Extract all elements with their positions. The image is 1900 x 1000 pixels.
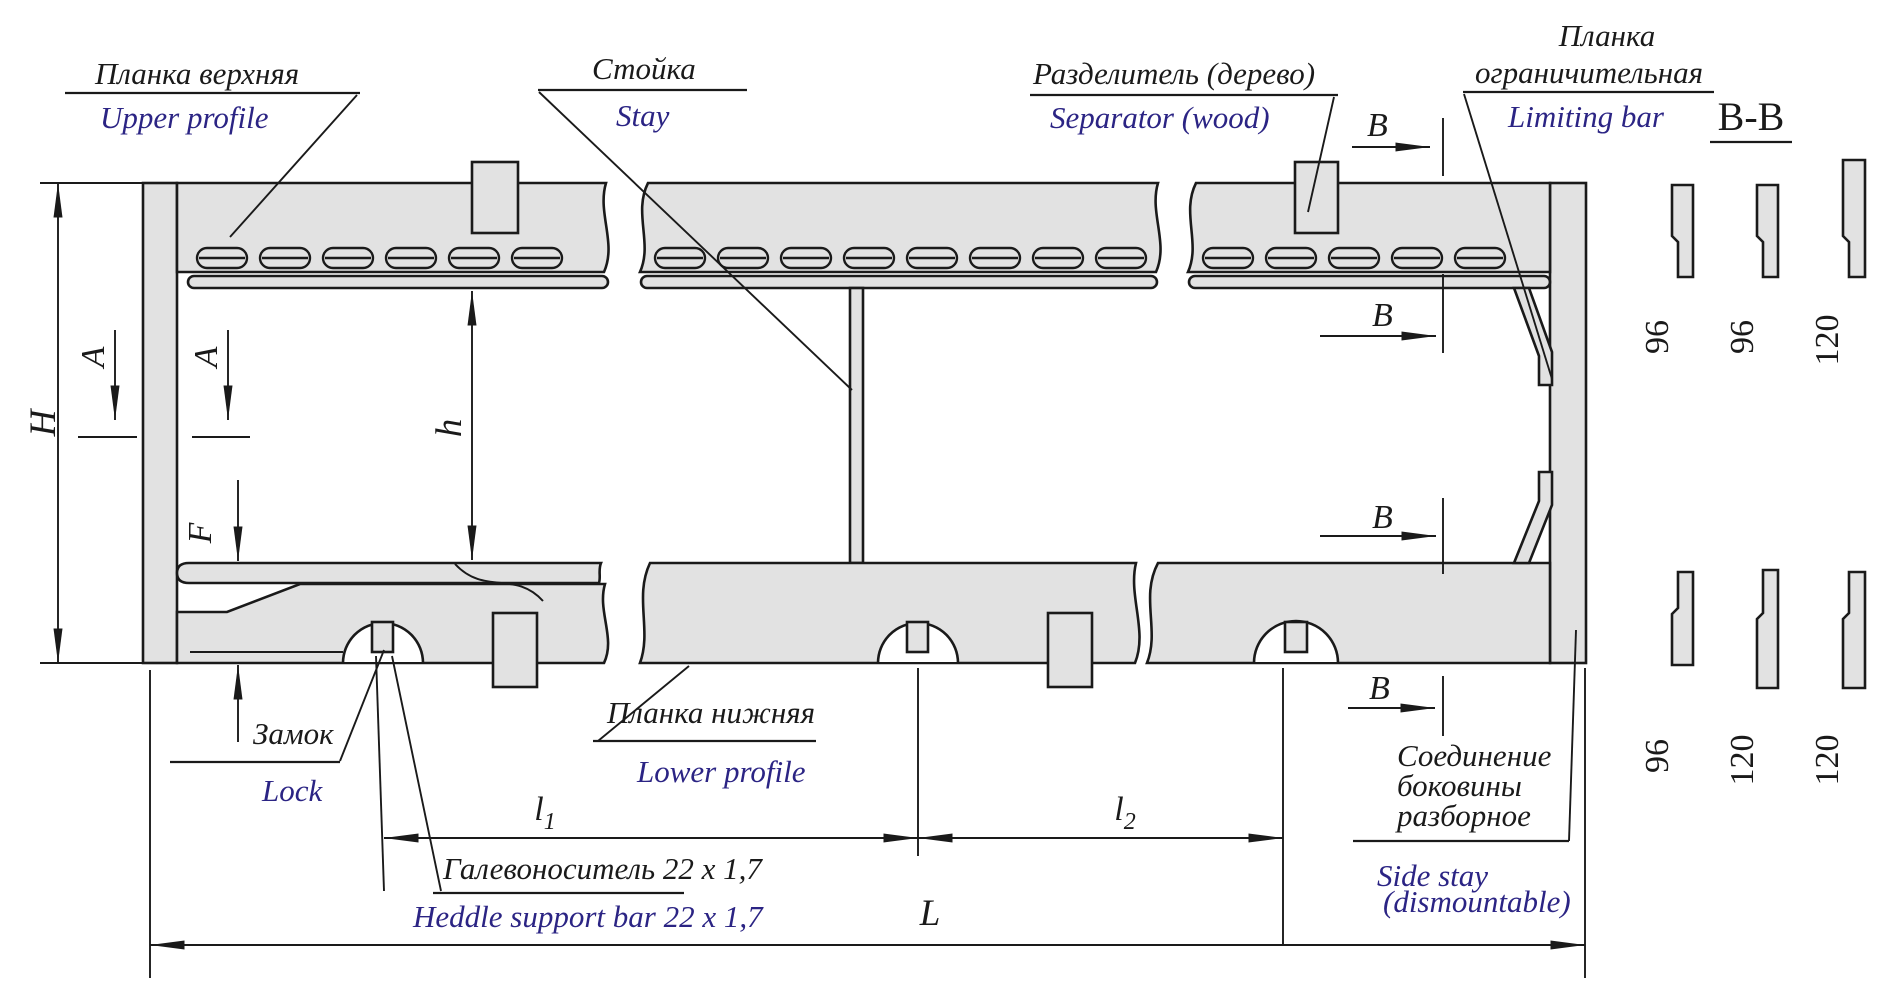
label-lower-profile-ru: Планка нижняя	[607, 695, 816, 730]
section-profile-lower-3	[1843, 572, 1865, 688]
lower-profile-segment-3	[1147, 563, 1550, 663]
label-lock-en: Lock	[262, 773, 323, 808]
section-profile-upper-1	[1672, 185, 1693, 277]
dim-label-B1: B	[1367, 107, 1388, 144]
label-side-joint-ru2: боковины	[1397, 768, 1522, 803]
label-limiting-bar-en: Limiting bar	[1508, 99, 1664, 134]
dim-label-H: H	[23, 409, 64, 437]
section-arrow-A1	[75, 330, 137, 437]
right-side-stay	[1550, 183, 1586, 663]
section-arrow-A2	[188, 330, 250, 437]
section-size-upper-2: 96	[1724, 320, 1761, 354]
label-side-joint-ru1: Соединение	[1397, 738, 1552, 773]
limiting-bar-brace-lower	[1514, 472, 1552, 563]
label-lower-profile-en: Lower profile	[637, 754, 806, 789]
label-limiting-bar-ru1: Планка	[1558, 18, 1656, 53]
dimension-l2	[918, 668, 1283, 946]
label-separator-ru: Разделитель (дерево)	[1033, 56, 1316, 91]
dim-label-F: F	[182, 522, 219, 544]
frame-parts	[143, 162, 1586, 687]
label-side-joint-ru3: разборное	[1397, 798, 1531, 833]
leader-heddle-bar-2	[392, 656, 441, 891]
upper-flange-1	[188, 276, 608, 288]
dim-label-B2: B	[1372, 297, 1393, 334]
label-separator-en: Separator (wood)	[1050, 100, 1270, 135]
upper-flange-2	[641, 276, 1157, 288]
separator-block-1	[472, 162, 518, 233]
section-arrow-B1	[1352, 107, 1443, 176]
label-side-joint-en1: Side stay	[1377, 858, 1489, 893]
callout-labels	[65, 18, 1714, 934]
dimension-H	[23, 183, 143, 663]
label-lower-profile	[593, 666, 816, 789]
left-side-stay	[143, 183, 177, 663]
dimension-h	[429, 291, 472, 560]
dim-label-A2: A	[188, 346, 225, 368]
heddle-support-bar-2	[907, 622, 928, 652]
limiting-bar-brace-upper	[1514, 288, 1552, 385]
dim-label-B3: B	[1372, 499, 1393, 536]
center-stay	[850, 288, 863, 563]
label-lock	[170, 650, 384, 808]
dim-label-B4: B	[1369, 670, 1390, 707]
lock-block-1	[493, 613, 537, 687]
section-size-upper-3: 120	[1809, 314, 1846, 366]
heddle-support-bar-1	[372, 622, 393, 652]
label-limiting-bar-ru2: ограничительная	[1474, 55, 1704, 90]
section-arrow-B4	[1348, 670, 1443, 736]
label-stay-en: Stay	[616, 98, 670, 133]
section-profile-lower-2	[1757, 570, 1778, 688]
section-profile-upper-2	[1757, 185, 1778, 277]
section-size-lower-2: 120	[1724, 734, 1761, 786]
dimension-L	[150, 668, 1585, 978]
section-view-panel	[1639, 94, 1865, 786]
section-size-upper-1: 96	[1639, 320, 1676, 354]
section-title: B-B	[1717, 94, 1785, 139]
section-size-lower-1: 96	[1639, 739, 1676, 773]
dim-label-L: L	[919, 893, 941, 934]
section-profile-lower-1	[1672, 572, 1693, 665]
lower-profile-strip-1	[177, 563, 601, 583]
heddle-support-bar-3	[1285, 622, 1307, 652]
upper-flange-3	[1189, 276, 1550, 288]
section-profile-upper-3	[1843, 160, 1865, 277]
lock-block-2	[1048, 613, 1092, 687]
label-side-joint-en2: (dismountable)	[1383, 884, 1571, 919]
label-heddle-bar-en: Heddle support bar 22 x 1,7	[413, 899, 763, 934]
leader-heddle-bar-1	[376, 656, 384, 891]
label-heddle-bar-ru: Галевоноситель 22 х 1,7	[443, 851, 762, 886]
dim-label-l2: $l_2$	[1114, 791, 1136, 835]
dim-label-h: h	[429, 418, 470, 438]
label-stay-ru: Стойка	[592, 51, 696, 86]
dim-label-l1: $l_1$	[534, 791, 556, 835]
label-upper-profile-en: Upper profile	[100, 100, 269, 135]
label-lock-ru: Замок	[253, 716, 334, 751]
label-upper-profile-ru: Планка верхняя	[95, 56, 300, 91]
section-size-lower-3: 120	[1809, 734, 1846, 786]
dim-label-A1: A	[75, 346, 112, 368]
